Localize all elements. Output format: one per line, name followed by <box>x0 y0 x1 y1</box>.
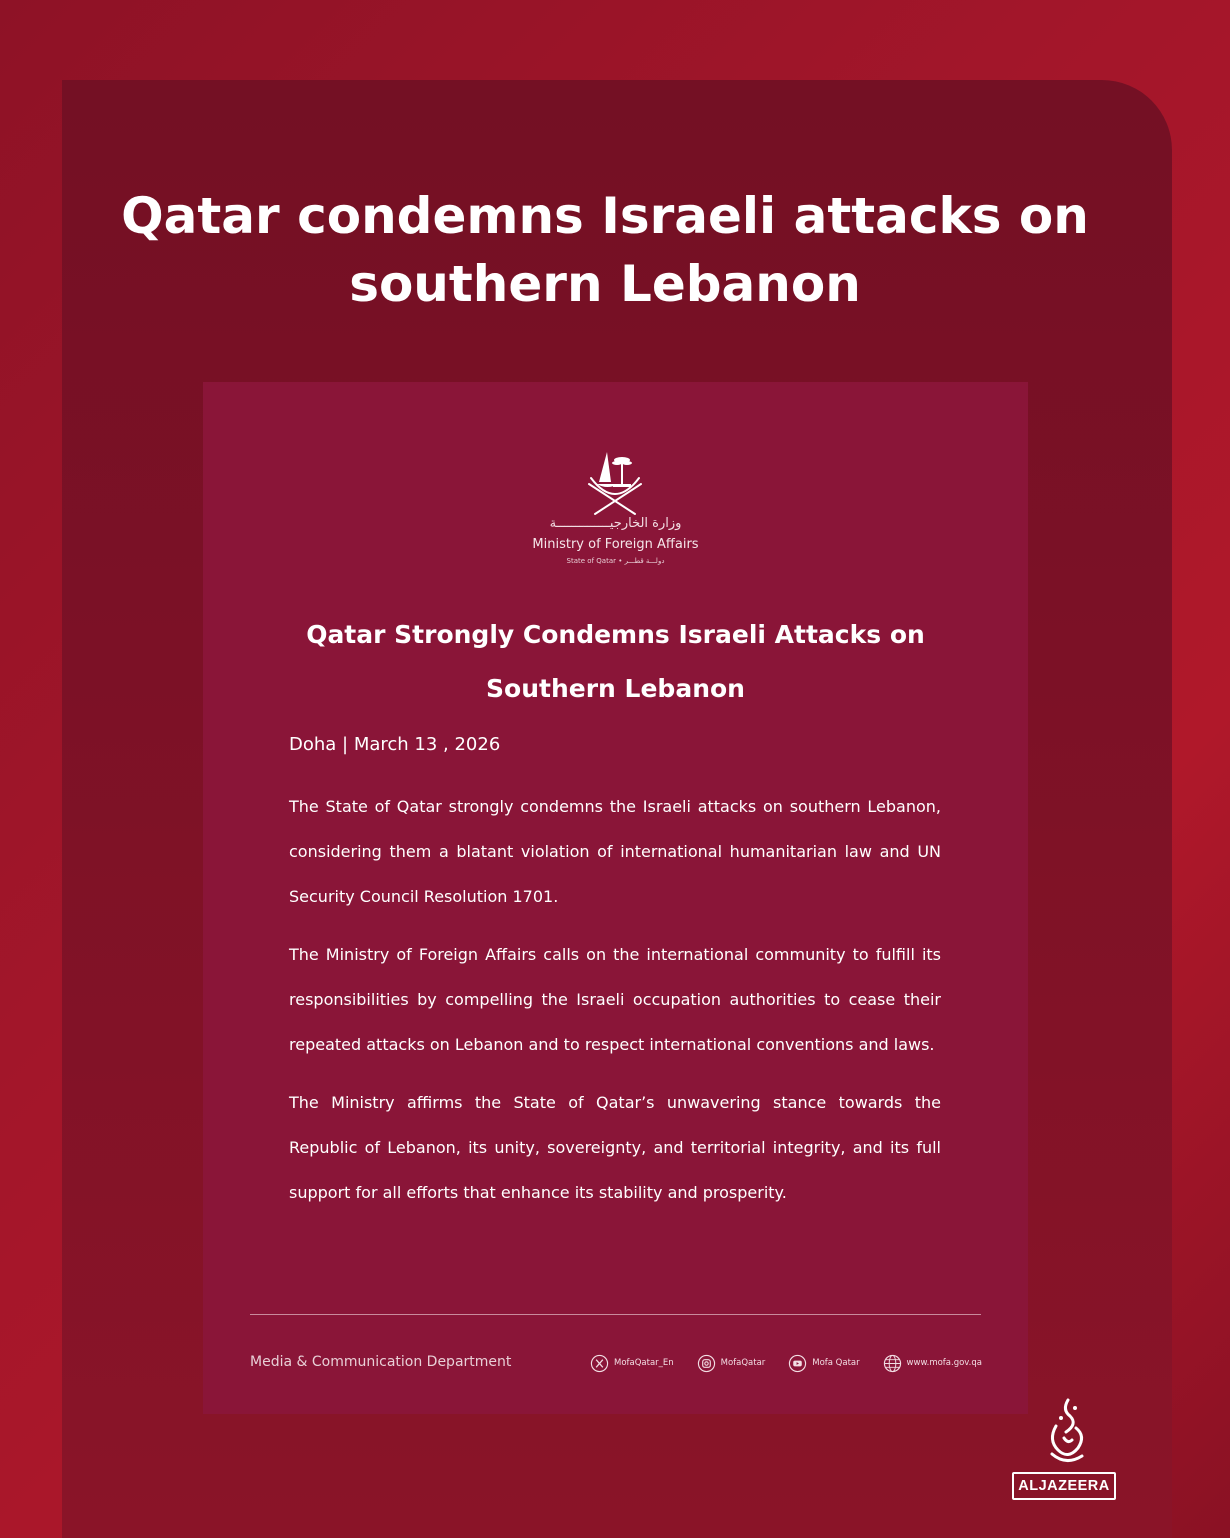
paragraph: The State of Qatar strongly condemns the Israeli attacks on southern Lebanon, considering them a blatant violation of international humanitarian law and UN Security Council Resolution 1701. <box>289 797 941 906</box>
social-x[interactable] <box>590 1354 674 1373</box>
social-label: MofaQatar_En <box>614 1358 674 1368</box>
youtube-icon <box>788 1354 807 1373</box>
dateline: Doha | March 13 , 2026 <box>289 734 501 755</box>
social-label: www.mofa.gov.qa <box>906 1358 982 1368</box>
aljazeera-calligraphy-icon <box>1042 1396 1090 1468</box>
paragraph: The Ministry affirms the State of Qatar’s unwavering stance towards the Republic of Lebanon, its unity, sovereignty, and territorial integrity, and its full support for all efforts that enhance its stability and prosperity. <box>289 1093 941 1202</box>
department-name: Media & Communication Department <box>250 1354 512 1370</box>
instagram-icon <box>697 1354 716 1373</box>
statement-body <box>289 784 941 1228</box>
document-title: Qatar Strongly Condemns Israeli Attacks on Southern Lebanon <box>306 620 925 703</box>
social-website[interactable] <box>883 1354 982 1373</box>
ministry-name-arabic: وزارة الخارجيــــــــــــــة <box>549 516 682 531</box>
social-label: MofaQatar <box>720 1358 766 1368</box>
social-instagram[interactable] <box>697 1354 766 1373</box>
globe-icon <box>883 1354 902 1373</box>
social-youtube[interactable] <box>788 1354 859 1373</box>
press-release-card <box>203 382 1028 1414</box>
aljazeera-wordmark: ALJAZEERA <box>1012 1472 1116 1500</box>
aljazeera-logo <box>1012 1396 1120 1506</box>
headline: Qatar condemns Israeli attacks on southern Lebanon <box>121 187 1089 313</box>
ministry-subtitle: State of Qatar • دولـــة قطـــر <box>566 557 665 565</box>
social-label: Mofa Qatar <box>812 1358 860 1368</box>
paragraph: The Ministry of Foreign Affairs calls on the international community to fulfill its responsibilities by compelling the Israeli occupation authorities to cease their repeated attacks on Lebanon and to respect international conventions and laws. <box>289 945 941 1054</box>
x-icon <box>590 1354 609 1373</box>
ministry-name-english: Ministry of Foreign Affairs <box>532 537 699 552</box>
social-links <box>590 1352 982 1374</box>
qatar-emblem-icon <box>579 448 651 518</box>
footer-divider <box>250 1314 981 1315</box>
